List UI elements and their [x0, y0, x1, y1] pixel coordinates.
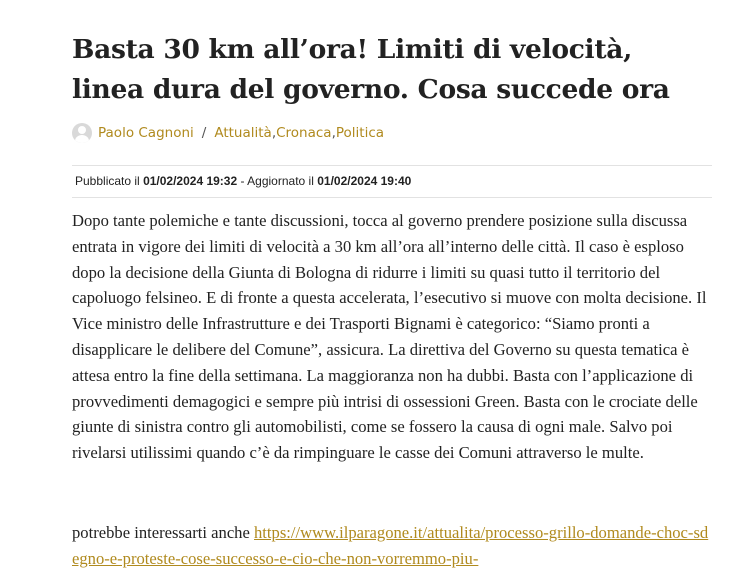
category-comma: , — [331, 125, 336, 141]
author-link[interactable]: Paolo Cagnoni — [98, 125, 194, 141]
divider-bottom — [72, 197, 712, 198]
category-link-cronaca[interactable]: Cronaca — [276, 125, 332, 141]
category-comma: , — [271, 125, 277, 141]
publish-dates — [75, 174, 411, 188]
article-title: Basta 30 km all’ora! Limiti di velocità, linea dura del governo. Cosa succede ora — [72, 34, 670, 105]
article-body: Dopo tante polemiche e tante discussioni, tocca al governo prendere posizione sulla discussa entrata in vigore dei limiti di velocità a 30 km all’ora all’interno delle città. Il caso è esploso dopo la decisione della Giunta di Bologna di ridurre i limiti su quasi tutto il territorio del capoluogo felsineo. E di fronte a questa accelerata, l’esecutivo si muove con molta decisione. Il Vice ministro delle Infrastrutture e dei Trasporti Bignami è categorico: “Siamo pronti a disapplicare le delibere del Comune”, assicura. La direttiva del Governo su questa tematica è attesa entro la fine della settimana. La maggioranza non ha dubbi. Basta con l’applicazione di provvedimenti demagogici e sempre più intrisi di ossessioni Green. Basta con le crociate delle giunte di sinistra contro gli automobilisti, come se fossero la causa di ogni male. Salvo poi rivelarsi utilissimi quando c’è da rimpinguare le casse dei Comuni attraverso le multe. — [72, 211, 707, 463]
related-label: potrebbe interessarti anche — [72, 523, 250, 542]
updated-date: 01/02/2024 19:40 — [317, 174, 412, 188]
category-link-politica[interactable]: Politica — [335, 125, 385, 141]
meta-separator: / — [201, 125, 207, 141]
user-avatar-icon — [72, 123, 92, 143]
updated-label: - Aggiornato il — [240, 174, 314, 188]
related-link[interactable]: https://www.ilparagone.it/attualita/processo-grillo-domande-choc-sdegno-e-proteste-cose-successo-e-cio-che-non-vorremmo-piu- — [72, 523, 709, 568]
related-article — [72, 520, 712, 572]
published-label: Pubblicato il — [75, 174, 140, 188]
category-link-attualita[interactable]: Attualità — [214, 125, 272, 141]
divider-top — [72, 165, 712, 166]
published-date: 01/02/2024 19:32 — [143, 174, 238, 188]
article-meta — [72, 122, 384, 144]
